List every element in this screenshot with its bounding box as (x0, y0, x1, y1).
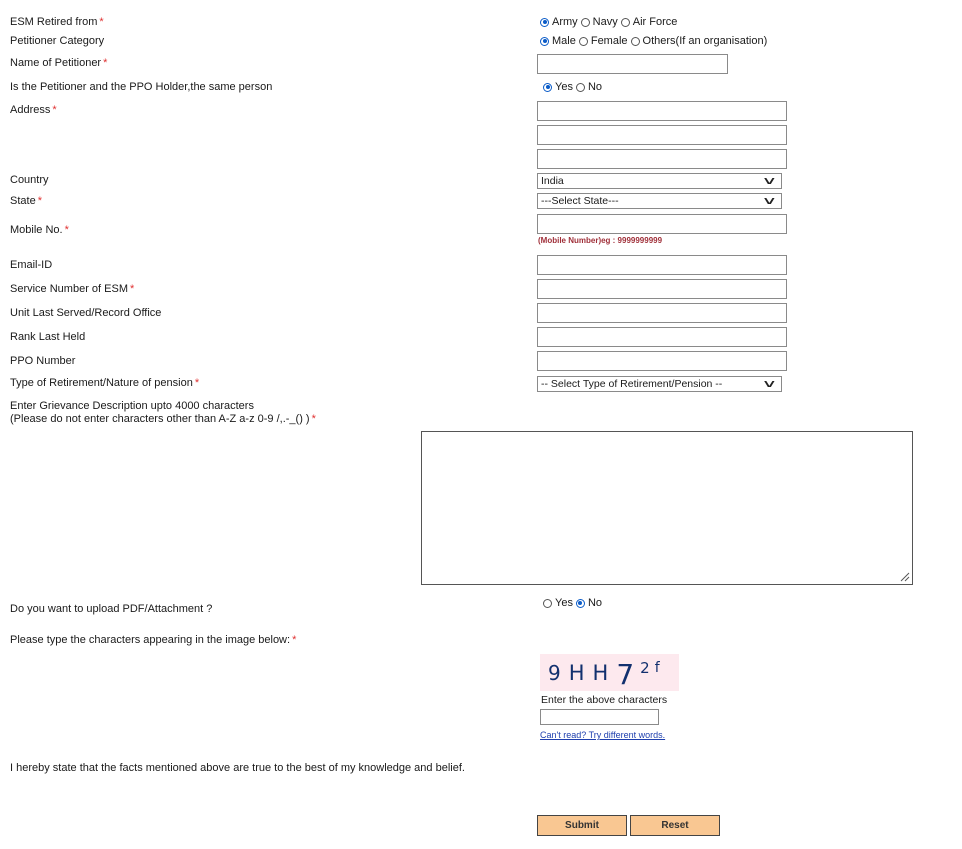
radio-air-force[interactable] (621, 16, 678, 28)
label-text: Address (10, 104, 51, 116)
radio-indicator[interactable] (631, 37, 640, 46)
radio-label: Air Force (632, 16, 678, 28)
reset-button[interactable]: Reset (630, 815, 720, 836)
captcha-char: 9 (548, 660, 561, 685)
label-text: Type of Retirement/Nature of pension (10, 377, 193, 389)
label-text: Name of Petitioner (10, 57, 102, 69)
captcha-char: 2 (640, 658, 650, 677)
retirement-type-label (10, 377, 199, 389)
ppo-number-label: PPO Number (10, 355, 76, 367)
radio-indicator[interactable] (579, 37, 588, 46)
captcha-refresh-link[interactable]: Can't read? Try different words. (540, 730, 666, 740)
captcha-label (10, 634, 296, 646)
upload-attachment-label: Do you want to upload PDF/Attachment ? (10, 603, 213, 615)
label-text: ESM Retired from (10, 16, 98, 28)
mobile-input[interactable] (537, 214, 787, 234)
radio-upload-yes[interactable] (543, 597, 573, 609)
radio-army[interactable] (540, 16, 578, 28)
address-line1-input[interactable] (537, 101, 787, 121)
radio-indicator[interactable] (621, 18, 630, 27)
required-asterisk: * (129, 283, 135, 295)
declaration-text: I hereby state that the facts mentioned above are true to the best of my knowledge and belief. (10, 762, 465, 774)
radio-indicator[interactable] (543, 83, 552, 92)
captcha-enter-label: Enter the above characters (541, 694, 668, 706)
address-line3-input[interactable] (537, 149, 787, 169)
captcha-image (540, 654, 679, 691)
unit-last-served-label: Unit Last Served/Record Office (10, 307, 162, 319)
retirement-type-select[interactable] (537, 376, 782, 392)
mobile-hint: (Mobile Number)eg : 9999999999 (538, 236, 663, 245)
esm-retired-from-radio-group (540, 16, 680, 28)
grievance-textarea[interactable] (421, 431, 913, 585)
radio-male[interactable] (540, 35, 576, 47)
petitioner-category-label: Petitioner Category (10, 35, 105, 47)
required-asterisk: * (99, 16, 104, 28)
service-number-input[interactable] (537, 279, 787, 299)
radio-indicator[interactable] (540, 37, 549, 46)
address-line2-input[interactable] (537, 125, 787, 145)
resize-grip-icon[interactable] (899, 571, 910, 582)
mobile-label (10, 224, 69, 236)
radio-female[interactable] (579, 35, 628, 47)
country-select[interactable] (537, 173, 782, 189)
radio-label: Army (552, 16, 578, 28)
rank-last-held-input[interactable] (537, 327, 787, 347)
radio-indicator[interactable] (540, 18, 549, 27)
name-of-petitioner-input[interactable] (537, 54, 728, 74)
radio-indicator[interactable] (543, 599, 552, 608)
same-person-label: Is the Petitioner and the PPO Holder,the same person (10, 81, 273, 93)
captcha-char: f (654, 659, 660, 676)
chevron-down-icon: ˅ (763, 194, 775, 208)
radio-same-person-no[interactable] (576, 81, 602, 93)
service-number-label (10, 283, 134, 295)
captcha-char: H (568, 660, 585, 685)
radio-label: Others(If an organisation) (642, 35, 768, 47)
esm-retired-from-label (10, 16, 104, 28)
required-asterisk: * (194, 377, 200, 389)
required-asterisk: * (103, 57, 108, 69)
chevron-down-icon: ˅ (763, 174, 775, 188)
radio-indicator[interactable] (576, 83, 585, 92)
radio-indicator[interactable] (576, 599, 585, 608)
radio-label: Yes (555, 81, 573, 93)
radio-label: Yes (555, 597, 573, 609)
same-person-radio-group (543, 81, 605, 93)
radio-upload-no[interactable] (576, 597, 602, 609)
captcha-char: 7 (616, 658, 635, 691)
address-label (10, 104, 57, 116)
petitioner-category-radio-group (540, 35, 770, 47)
required-asterisk: * (311, 413, 316, 425)
required-asterisk: * (52, 104, 57, 116)
chevron-down-icon: ˅ (763, 377, 775, 391)
required-asterisk: * (292, 634, 297, 646)
rank-last-held-label: Rank Last Held (10, 331, 86, 343)
country-selected-value: India (541, 175, 564, 187)
radio-others[interactable] (631, 35, 768, 47)
unit-last-served-input[interactable] (537, 303, 787, 323)
radio-label: Navy (592, 16, 618, 28)
radio-navy[interactable] (581, 16, 618, 28)
country-label: Country (10, 174, 49, 186)
state-label (10, 195, 42, 207)
ppo-number-input[interactable] (537, 351, 787, 371)
grievance-label-line1: Enter Grievance Description upto 4000 characters (10, 400, 254, 412)
label-text: Mobile No. (10, 224, 63, 236)
label-text: Service Number of ESM (10, 283, 128, 295)
label-text: State (10, 195, 36, 207)
captcha-char: H (592, 660, 609, 685)
state-selected-value: ---Select State--- (541, 195, 619, 207)
radio-label: No (587, 597, 603, 609)
label-text: (Please do not enter characters other than A-Z a-z 0-9 /,.-_() ) (10, 413, 310, 425)
submit-button[interactable]: Submit (537, 815, 627, 836)
state-select[interactable] (537, 193, 782, 209)
name-of-petitioner-label (10, 57, 107, 69)
radio-label: Male (552, 35, 576, 47)
captcha-input[interactable] (540, 709, 659, 725)
label-text: Please type the characters appearing in the image below: (10, 634, 291, 646)
grievance-label-line2 (10, 413, 316, 425)
radio-label: Female (590, 35, 628, 47)
upload-attachment-radio-group (543, 597, 605, 609)
required-asterisk: * (37, 195, 42, 207)
required-asterisk: * (64, 224, 69, 236)
retirement-type-selected-value: -- Select Type of Retirement/Pension -- (541, 378, 723, 390)
radio-indicator[interactable] (581, 18, 590, 27)
radio-same-person-yes[interactable] (543, 81, 573, 93)
email-label: Email-ID (10, 259, 53, 271)
email-input[interactable] (537, 255, 787, 275)
radio-label: No (587, 81, 603, 93)
